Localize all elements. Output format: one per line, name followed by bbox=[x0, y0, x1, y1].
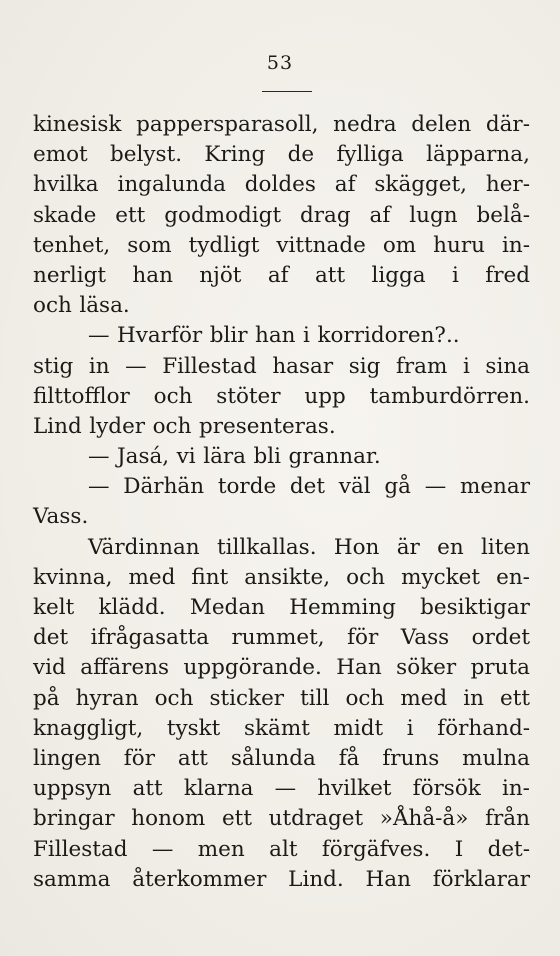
word: lingen bbox=[33, 745, 101, 771]
word: till bbox=[300, 685, 330, 711]
word: belå- bbox=[476, 202, 530, 228]
word: väl bbox=[338, 474, 371, 500]
word: en bbox=[437, 534, 464, 560]
word: in- bbox=[502, 232, 530, 258]
word: försök bbox=[412, 776, 481, 802]
word: in- bbox=[501, 776, 530, 802]
text-line bbox=[33, 352, 530, 382]
word: godmodigt bbox=[164, 202, 282, 228]
word: — bbox=[88, 474, 110, 500]
word: Fillestad bbox=[162, 353, 257, 379]
word: sticker bbox=[209, 685, 285, 711]
word: för bbox=[123, 745, 155, 771]
word: han bbox=[255, 323, 296, 349]
word: lyder bbox=[89, 413, 146, 439]
word: i bbox=[462, 353, 470, 379]
word: är bbox=[396, 534, 420, 560]
word: af bbox=[369, 202, 391, 228]
word: mycket bbox=[401, 564, 481, 590]
word: hyran bbox=[75, 685, 139, 711]
word: rummet, bbox=[231, 625, 325, 651]
word: nerligt bbox=[33, 262, 107, 288]
word: där- bbox=[485, 112, 530, 137]
word: vi bbox=[176, 444, 196, 470]
word: fint bbox=[191, 564, 229, 590]
word: pruta bbox=[470, 655, 530, 681]
word: korridoren?.. bbox=[317, 323, 460, 349]
word: Hemming bbox=[289, 595, 396, 620]
word: på bbox=[33, 685, 60, 711]
word: samma bbox=[33, 866, 111, 892]
word: — bbox=[151, 836, 174, 862]
word: nedra bbox=[333, 112, 397, 137]
word: i bbox=[303, 323, 310, 349]
word: Jasá, bbox=[117, 444, 170, 470]
word: att bbox=[132, 776, 163, 802]
word: de bbox=[287, 142, 315, 168]
word: återkommer bbox=[132, 866, 267, 892]
word: presenteras. bbox=[198, 413, 336, 439]
word: — bbox=[125, 353, 147, 379]
word: liten bbox=[481, 534, 530, 560]
word: ingalunda bbox=[117, 172, 226, 198]
word: klädd. bbox=[98, 595, 166, 620]
text-line bbox=[33, 865, 530, 895]
word: midt bbox=[333, 715, 384, 741]
word: fylliga bbox=[336, 142, 404, 168]
word: han bbox=[132, 262, 173, 288]
word: ett bbox=[499, 685, 530, 711]
word: bli bbox=[253, 444, 282, 470]
word: skägget, bbox=[374, 172, 467, 198]
word: filttofflor bbox=[33, 383, 130, 409]
word: huru bbox=[433, 232, 485, 258]
word: ordet bbox=[471, 625, 530, 651]
word: bringar bbox=[33, 806, 115, 832]
word: ett bbox=[115, 202, 146, 228]
word: i bbox=[406, 715, 414, 741]
word: doldes bbox=[244, 172, 316, 198]
word: uppsyn bbox=[33, 776, 112, 802]
word: att bbox=[314, 262, 346, 288]
word: Medan bbox=[189, 595, 265, 620]
word: förhand- bbox=[437, 715, 530, 741]
word: söker bbox=[396, 655, 457, 681]
word: stig bbox=[33, 353, 74, 379]
word: tamburdörren. bbox=[369, 383, 530, 409]
word: njöt bbox=[199, 262, 242, 288]
word: kvinna, bbox=[33, 564, 113, 590]
word: och bbox=[152, 413, 192, 439]
word: pappersparasoll, bbox=[136, 112, 319, 137]
text-line bbox=[33, 261, 530, 291]
word: in bbox=[463, 685, 484, 711]
word: vittnade bbox=[276, 232, 366, 258]
word: af bbox=[267, 262, 289, 288]
word: alt bbox=[269, 836, 298, 862]
word: och bbox=[346, 564, 386, 590]
word: Han bbox=[365, 866, 411, 892]
word: från bbox=[485, 806, 530, 832]
word: sig bbox=[348, 353, 381, 379]
word: Vass bbox=[400, 625, 450, 651]
word: skade bbox=[33, 202, 97, 228]
word: det bbox=[33, 625, 69, 651]
text-line bbox=[33, 835, 530, 865]
text-line bbox=[33, 140, 530, 170]
word: sålunda bbox=[230, 745, 316, 771]
word: kelt bbox=[33, 595, 75, 620]
word: Lind bbox=[33, 413, 82, 439]
word: Hvarför bbox=[117, 323, 203, 349]
text-line bbox=[33, 442, 530, 472]
text-line bbox=[33, 714, 530, 744]
word: ett bbox=[221, 806, 252, 832]
word: och bbox=[345, 685, 385, 711]
word: fram bbox=[395, 353, 448, 379]
text-line bbox=[33, 502, 530, 532]
word: belyst. bbox=[110, 142, 183, 168]
body-text bbox=[33, 110, 530, 895]
word: fred bbox=[485, 262, 530, 288]
word: af bbox=[334, 172, 356, 198]
word: få bbox=[338, 745, 360, 771]
word: i bbox=[451, 262, 459, 288]
text-line bbox=[33, 291, 530, 321]
word: drag bbox=[300, 202, 351, 228]
text-line bbox=[33, 472, 530, 502]
text-line bbox=[33, 593, 530, 623]
word: ansikte, bbox=[244, 564, 331, 590]
text-line bbox=[33, 653, 530, 683]
word: — bbox=[424, 474, 447, 500]
word: honom bbox=[131, 806, 206, 832]
word: att bbox=[177, 745, 208, 771]
text-line bbox=[33, 623, 530, 653]
word: hvilket bbox=[317, 776, 392, 802]
text-line bbox=[33, 201, 530, 231]
word: gå bbox=[384, 474, 411, 500]
text-line bbox=[33, 563, 530, 593]
word: med bbox=[400, 685, 448, 711]
word: Kring bbox=[204, 142, 266, 168]
word: affärens bbox=[80, 655, 170, 681]
word: ligga bbox=[371, 262, 426, 288]
word: lära bbox=[203, 444, 246, 470]
word: besiktigar bbox=[420, 595, 530, 620]
word: en- bbox=[496, 564, 530, 590]
word: stöter bbox=[216, 383, 281, 409]
text-line bbox=[33, 804, 530, 834]
word: och bbox=[33, 293, 72, 319]
word: hvilka bbox=[33, 172, 99, 198]
text-line bbox=[33, 231, 530, 261]
word: om bbox=[382, 232, 417, 258]
word: Därhän bbox=[123, 474, 205, 500]
word: blir bbox=[209, 323, 248, 349]
word: fruns bbox=[382, 745, 440, 771]
word: »Åhå-å» bbox=[379, 806, 469, 832]
word: mulna bbox=[462, 745, 530, 771]
word: men bbox=[197, 836, 245, 862]
word: — bbox=[88, 444, 110, 470]
word: tenhet, bbox=[33, 232, 111, 258]
text-line bbox=[33, 382, 530, 412]
word: tyskt bbox=[166, 715, 221, 741]
text-line bbox=[33, 412, 530, 442]
word: lugn bbox=[409, 202, 458, 228]
word: och bbox=[153, 383, 193, 409]
word: sina bbox=[485, 353, 530, 379]
word: grannar. bbox=[288, 444, 381, 470]
word: det bbox=[289, 474, 326, 500]
header-rule bbox=[262, 91, 312, 92]
word: Han bbox=[336, 655, 382, 681]
word: delen bbox=[411, 112, 472, 137]
word: utdraget bbox=[268, 806, 364, 832]
word: in bbox=[88, 353, 110, 379]
word: Lind. bbox=[288, 866, 344, 892]
word: — bbox=[88, 323, 110, 349]
text-line bbox=[33, 110, 530, 140]
word: skämt bbox=[243, 715, 310, 741]
word: Fillestad bbox=[33, 836, 128, 862]
text-line bbox=[33, 774, 530, 804]
word: I bbox=[454, 836, 464, 862]
word: menar bbox=[459, 474, 530, 500]
page-number: 53 bbox=[266, 52, 294, 74]
word: förgäfves. bbox=[321, 836, 431, 862]
word: och bbox=[154, 685, 194, 711]
word: läpparna, bbox=[426, 142, 530, 168]
word: för bbox=[347, 625, 379, 651]
text-line bbox=[33, 744, 530, 774]
word: upp bbox=[304, 383, 346, 409]
word: tillkallas. bbox=[216, 534, 317, 560]
word: emot bbox=[33, 142, 88, 168]
word: klarna bbox=[183, 776, 254, 802]
word: Hon bbox=[333, 534, 380, 560]
word: her- bbox=[485, 172, 530, 198]
word: Värdinnan bbox=[88, 534, 200, 560]
word: — bbox=[274, 776, 297, 802]
word: kinesisk bbox=[33, 112, 122, 137]
text-line bbox=[33, 170, 530, 200]
word: hasar bbox=[272, 353, 334, 379]
word: läsa. bbox=[79, 293, 130, 319]
word: tydligt bbox=[188, 232, 260, 258]
word: förklarar bbox=[432, 866, 530, 892]
word: som bbox=[127, 232, 172, 258]
word: med bbox=[128, 564, 176, 590]
text-line bbox=[33, 321, 530, 351]
word: Vass. bbox=[33, 504, 89, 530]
word: torde bbox=[217, 474, 277, 500]
text-line bbox=[33, 533, 530, 563]
word: uppgörande. bbox=[183, 655, 322, 681]
text-line bbox=[33, 684, 530, 714]
word: det- bbox=[487, 836, 530, 862]
word: ifrågasatta bbox=[90, 625, 210, 651]
word: vid bbox=[33, 655, 66, 681]
word: knaggligt, bbox=[33, 715, 144, 741]
